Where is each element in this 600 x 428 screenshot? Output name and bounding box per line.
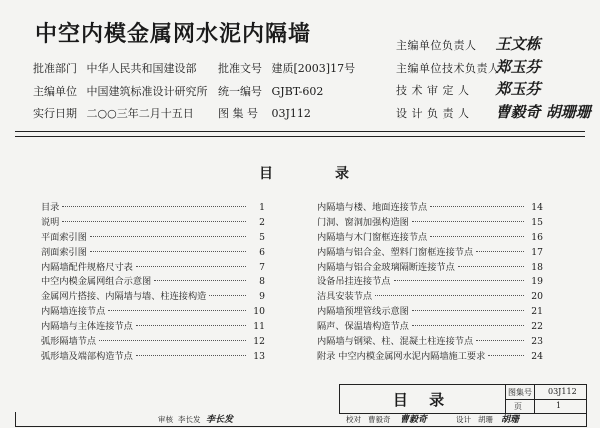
approving-dept-label: 批准部门 <box>33 62 77 75</box>
toc-item-page: 22 <box>531 321 543 333</box>
header-divider <box>15 131 585 132</box>
toc-item-title: 洁具安装节点 <box>317 291 373 303</box>
toc-item[interactable] <box>317 214 543 229</box>
toc-item-title: 弧形隔墙节点 <box>41 336 97 348</box>
checker-name: 曹毅奇 <box>368 415 391 424</box>
toc-item-title: 内隔墙与铝合金、塑料门窗框连接节点 <box>317 246 474 258</box>
toc-item[interactable] <box>317 229 543 244</box>
toc-item[interactable] <box>41 229 265 244</box>
toc-item-page: 11 <box>253 321 265 333</box>
effective-date: 二○○三年二月十五日 <box>86 107 194 120</box>
signature-label: 主编单位技术负责人 <box>396 62 500 75</box>
title-block-name: 目 录 <box>340 385 506 413</box>
toc-item-page: 8 <box>259 276 265 288</box>
toc-item-title: 剖面索引图 <box>41 246 87 258</box>
toc-item[interactable] <box>317 303 543 318</box>
signature-row <box>396 78 541 99</box>
toc-item[interactable] <box>41 259 265 274</box>
toc-item-page: 19 <box>531 276 543 288</box>
editor-label: 主编单位 <box>33 85 77 98</box>
toc-item[interactable] <box>41 199 265 214</box>
toc-item-page: 24 <box>531 350 543 362</box>
toc-item-page: 14 <box>531 202 543 213</box>
toc-item[interactable] <box>317 288 543 303</box>
designer-name: 胡珊 <box>478 415 493 424</box>
toc-item[interactable] <box>41 273 265 288</box>
toc-item-page: 15 <box>531 216 543 228</box>
toc-item[interactable] <box>41 318 265 333</box>
toc-item-title: 内隔墙配件规格尺寸表 <box>41 261 133 273</box>
toc-item-page: 21 <box>531 306 543 318</box>
toc-item-title: 内隔墙预埋管线示意图 <box>317 306 409 318</box>
handwritten-signature: 郑玉芬 <box>495 80 541 98</box>
handwritten-signature: 曹毅奇 胡珊珊 <box>495 103 591 121</box>
toc-item[interactable] <box>41 244 265 259</box>
toc-item-title: 平面索引图 <box>41 231 87 243</box>
atlas-no: 03J112 <box>271 107 311 120</box>
approving-dept: 中华人民共和国建设部 <box>86 62 197 75</box>
title-block-atlas-cell <box>506 385 586 400</box>
toc-item-page: 12 <box>253 336 265 348</box>
header-row-approval <box>33 60 355 76</box>
toc-item-title: 门洞、窗洞加强构造图 <box>317 216 409 228</box>
signature-label: 主编单位负责人 <box>396 39 477 52</box>
toc-item-page: 7 <box>259 261 265 273</box>
approval-no: 建质[2003]17号 <box>271 62 356 75</box>
toc-item-page: 2 <box>259 216 265 228</box>
toc-item[interactable] <box>41 303 265 318</box>
signature-label: 技 术 审 定 人 <box>396 84 470 97</box>
title-block-page-label: 页 <box>514 402 522 411</box>
toc-item[interactable] <box>41 288 265 303</box>
reviewer-name: 李长发 <box>178 415 201 424</box>
toc-item[interactable] <box>317 199 543 214</box>
toc-item-title: 中空内模金属网组合示意图 <box>41 276 152 288</box>
toc-item[interactable] <box>41 214 265 229</box>
toc-item-title: 内隔墙与木门窗框连接节点 <box>317 231 428 243</box>
toc-item[interactable] <box>317 244 543 259</box>
toc-item[interactable] <box>317 348 543 363</box>
handwritten-signature: 王文栋 <box>495 35 541 53</box>
toc-item-page: 18 <box>531 261 543 273</box>
toc-item-page: 16 <box>531 231 543 243</box>
toc-item[interactable] <box>41 348 265 363</box>
check-label: 校对 <box>346 415 361 424</box>
toc-item[interactable] <box>317 259 543 274</box>
signature-label: 设 计 负 责 人 <box>396 107 470 120</box>
toc-item-title: 内隔墙连接节点 <box>41 306 106 318</box>
editor: 中国建筑标准设计研究所 <box>86 85 208 98</box>
unified-no-label: 统一编号 <box>218 85 262 98</box>
approval-strip <box>15 412 587 427</box>
toc-left-column <box>41 199 265 363</box>
toc-item-title: 目录 <box>41 202 60 213</box>
toc-item[interactable] <box>41 333 265 348</box>
review-label: 审核 <box>158 415 173 424</box>
toc-item-title: 内隔墙与楼、地面连接节点 <box>317 202 428 213</box>
toc-item-title: 附录 中空内模金属网水泥内隔墙施工要求 <box>317 350 486 362</box>
toc-item[interactable] <box>317 318 543 333</box>
toc-item[interactable] <box>317 273 543 288</box>
effective-date-label: 实行日期 <box>33 107 77 120</box>
design-label: 设计 <box>456 415 471 424</box>
reviewer-signature: 李长发 <box>206 415 234 425</box>
title-block-page: 1 <box>556 401 562 410</box>
toc-item-title: 内隔墙与主体连接节点 <box>41 321 133 333</box>
toc-item-page: 9 <box>259 291 265 303</box>
toc-item-title: 弧形墙及端部构造节点 <box>41 350 133 362</box>
toc-item-title: 设备吊挂连接节点 <box>317 276 391 288</box>
signature-row <box>396 33 541 54</box>
atlas-no-label: 图 集 号 <box>218 107 258 120</box>
toc-item-page: 1 <box>259 202 265 213</box>
signature-row <box>396 56 541 77</box>
designer-signature: 胡珊 <box>501 415 520 425</box>
title-block <box>339 384 587 414</box>
toc-item-page: 5 <box>259 231 265 243</box>
signature-row <box>396 101 591 122</box>
approval-no-label: 批准文号 <box>218 62 262 75</box>
toc-item-page: 6 <box>259 246 265 258</box>
checker-signature: 曹毅奇 <box>400 415 428 425</box>
document-title: 中空内模金属网水泥内隔墙 <box>35 22 312 47</box>
header-divider-thin <box>15 136 585 137</box>
title-block-page-cell <box>506 399 586 413</box>
title-block-atlas-label: 图集号 <box>508 388 532 397</box>
toc-item-page: 23 <box>531 336 543 348</box>
unified-no: GJBT-602 <box>271 85 324 98</box>
toc-item-title: 隔声、保温墙构造节点 <box>317 321 409 333</box>
toc-item-page: 13 <box>253 350 265 362</box>
header-row-editor <box>33 83 323 99</box>
toc-right-column <box>317 199 543 363</box>
handwritten-signature: 郑玉芬 <box>495 58 541 76</box>
toc-item-page: 10 <box>253 306 265 318</box>
toc-heading-char-1: 目 <box>259 166 273 182</box>
header-row-date <box>33 105 311 121</box>
toc-item-title: 金属网片搭接、内隔墙与墙、柱连接构造 <box>41 291 207 303</box>
toc-item-page: 17 <box>531 246 543 258</box>
title-block-atlas-no: 03J112 <box>548 387 577 396</box>
toc-item-page: 20 <box>531 291 543 303</box>
toc-item-title: 内隔墙与铝合金玻璃隔断连接节点 <box>317 261 455 273</box>
toc-item[interactable] <box>317 333 543 348</box>
toc-item-title: 说明 <box>41 216 60 228</box>
toc-item-title: 内隔墙与钢梁、柱、混凝土柱连接节点 <box>317 336 474 348</box>
toc-heading-char-2: 录 <box>335 166 349 182</box>
